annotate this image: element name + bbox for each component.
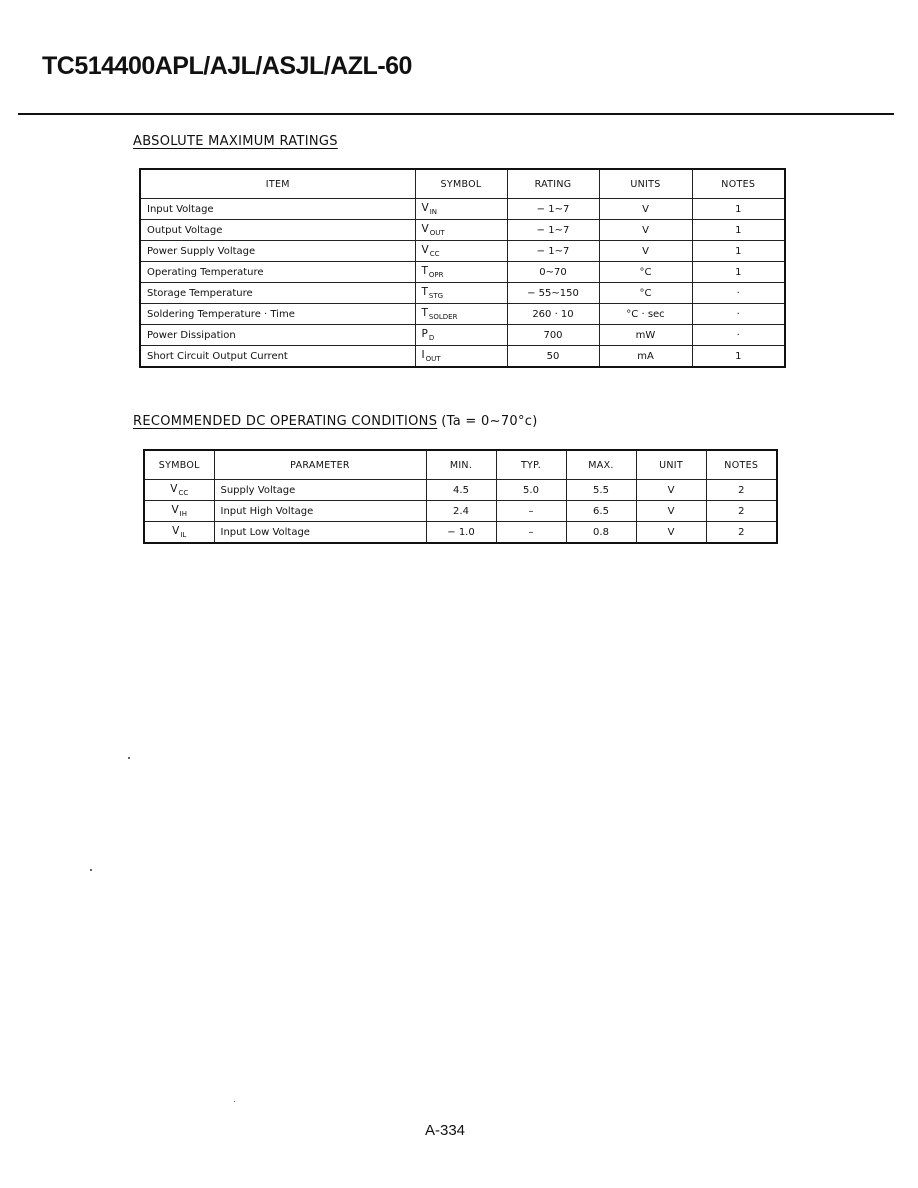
notes-cell: 2 <box>706 522 777 544</box>
symbol-base: T <box>421 307 428 319</box>
symbol-cell <box>415 346 507 368</box>
rating-cell: − 1~7 <box>507 220 599 241</box>
parameter-cell: Input Low Voltage <box>214 522 426 544</box>
symbol-base: I <box>421 349 425 361</box>
symbol-cell <box>415 241 507 262</box>
column-header-symbol: SYMBOL <box>144 450 214 480</box>
symbol-subscript: D <box>428 334 435 342</box>
table-row <box>144 501 777 522</box>
symbol-subscript: CC <box>178 489 189 497</box>
notes-cell: 1 <box>692 262 785 283</box>
notes-cell: 2 <box>706 501 777 522</box>
table-row <box>140 199 785 220</box>
table-row <box>140 220 785 241</box>
typ-cell: – <box>496 522 566 544</box>
item-cell: Power Dissipation <box>140 325 415 346</box>
units-cell: °C <box>599 283 692 304</box>
column-header-min: MIN. <box>426 450 496 480</box>
notes-cell: · <box>692 283 785 304</box>
max-cell: 5.5 <box>566 480 636 501</box>
symbol-cell <box>415 199 507 220</box>
recommended-dc-heading <box>133 414 538 429</box>
symbol-base: V <box>171 504 179 516</box>
page-title: TC514400APL/AJL/ASJL/AZL-60 <box>42 52 412 80</box>
symbol-subscript: IH <box>179 510 187 518</box>
typ-cell: – <box>496 501 566 522</box>
symbol-subscript: OUT <box>429 229 445 237</box>
table-row <box>140 325 785 346</box>
symbol-cell <box>415 325 507 346</box>
column-header-item: ITEM <box>140 169 415 199</box>
notes-cell: · <box>692 304 785 325</box>
symbol-cell <box>144 522 214 544</box>
absolute-maximum-ratings-table <box>139 168 786 368</box>
units-cell: mA <box>599 346 692 368</box>
rating-cell: − 55~150 <box>507 283 599 304</box>
notes-cell: · <box>692 325 785 346</box>
symbol-base: T <box>421 286 428 298</box>
scan-speck <box>128 757 130 759</box>
symbol-base: V <box>172 525 180 537</box>
symbol-subscript: OPR <box>428 271 444 279</box>
units-cell: V <box>599 199 692 220</box>
rating-cell: − 1~7 <box>507 241 599 262</box>
column-header-typ: TYP. <box>496 450 566 480</box>
unit-cell: V <box>636 501 706 522</box>
item-cell: Operating Temperature <box>140 262 415 283</box>
unit-cell: V <box>636 522 706 544</box>
symbol-base: P <box>421 328 428 340</box>
symbol-cell <box>415 262 507 283</box>
symbol-base: V <box>421 244 429 256</box>
notes-cell: 1 <box>692 346 785 368</box>
scan-speck <box>90 869 92 871</box>
column-header-max: MAX. <box>566 450 636 480</box>
parameter-cell: Input High Voltage <box>214 501 426 522</box>
scan-speck <box>234 1101 235 1102</box>
recommended-dc-heading-text: RECOMMENDED DC OPERATING CONDITIONS <box>133 414 438 429</box>
item-cell: Output Voltage <box>140 220 415 241</box>
symbol-cell <box>144 480 214 501</box>
table-row <box>140 262 785 283</box>
table-row <box>140 283 785 304</box>
typ-cell: 5.0 <box>496 480 566 501</box>
symbol-subscript: OUT <box>425 355 441 363</box>
rating-cell: 260 · 10 <box>507 304 599 325</box>
page-number: A-334 <box>425 1122 466 1139</box>
item-cell: Power Supply Voltage <box>140 241 415 262</box>
symbol-subscript: IN <box>429 208 437 216</box>
rating-cell: 50 <box>507 346 599 368</box>
title-divider <box>18 113 894 115</box>
units-cell: mW <box>599 325 692 346</box>
max-cell: 6.5 <box>566 501 636 522</box>
recommended-dc-table <box>143 449 778 544</box>
symbol-subscript: CC <box>429 250 440 258</box>
table-row <box>140 241 785 262</box>
column-header-unit: UNIT <box>636 450 706 480</box>
column-header-units: UNITS <box>599 169 692 199</box>
symbol-cell <box>415 304 507 325</box>
notes-cell: 1 <box>692 241 785 262</box>
units-cell: V <box>599 241 692 262</box>
item-cell: Soldering Temperature · Time <box>140 304 415 325</box>
units-cell: V <box>599 220 692 241</box>
item-cell: Short Circuit Output Current <box>140 346 415 368</box>
column-header-notes: NOTES <box>692 169 785 199</box>
column-header-notes: NOTES <box>706 450 777 480</box>
notes-cell: 2 <box>706 480 777 501</box>
column-header-parameter: PARAMETER <box>214 450 426 480</box>
rating-cell: 700 <box>507 325 599 346</box>
min-cell: 4.5 <box>426 480 496 501</box>
symbol-subscript: STG <box>428 292 444 300</box>
max-cell: 0.8 <box>566 522 636 544</box>
units-cell: °C · sec <box>599 304 692 325</box>
table-row <box>144 522 777 544</box>
symbol-cell <box>144 501 214 522</box>
column-header-symbol: SYMBOL <box>415 169 507 199</box>
unit-cell: V <box>636 480 706 501</box>
min-cell: 2.4 <box>426 501 496 522</box>
symbol-base: V <box>421 202 429 214</box>
min-cell: − 1.0 <box>426 522 496 544</box>
recommended-dc-condition: (Ta = 0~70°c) <box>441 414 538 429</box>
units-cell: °C <box>599 262 692 283</box>
table-row <box>144 480 777 501</box>
rating-cell: − 1~7 <box>507 199 599 220</box>
symbol-cell <box>415 220 507 241</box>
item-cell: Storage Temperature <box>140 283 415 304</box>
symbol-cell <box>415 283 507 304</box>
table-header-row <box>140 169 785 199</box>
rating-cell: 0~70 <box>507 262 599 283</box>
symbol-base: T <box>421 265 428 277</box>
absolute-maximum-ratings-heading: ABSOLUTE MAXIMUM RATINGS <box>133 134 338 149</box>
parameter-cell: Supply Voltage <box>214 480 426 501</box>
table-row <box>140 304 785 325</box>
symbol-subscript: SOLDER <box>428 313 458 321</box>
symbol-subscript: IL <box>180 531 187 539</box>
symbol-base: V <box>170 483 178 495</box>
item-cell: Input Voltage <box>140 199 415 220</box>
notes-cell: 1 <box>692 199 785 220</box>
table-row <box>140 346 785 368</box>
notes-cell: 1 <box>692 220 785 241</box>
symbol-base: V <box>421 223 429 235</box>
table-header-row <box>144 450 777 480</box>
column-header-rating: RATING <box>507 169 599 199</box>
